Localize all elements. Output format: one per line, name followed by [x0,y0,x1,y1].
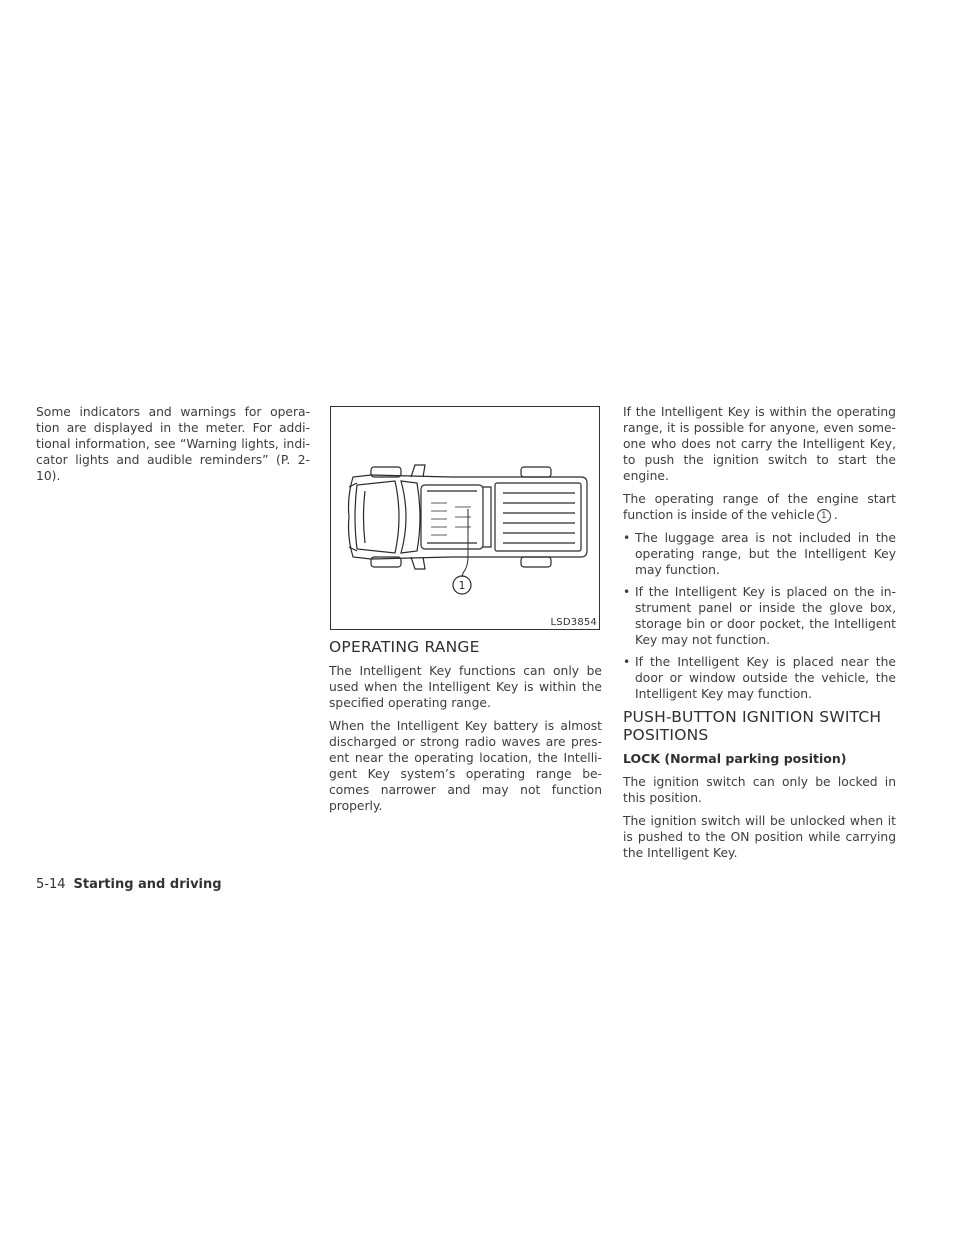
list-item-text: If the Intelligent Key is placed near the door or window outside the vehicle, the Intelligent Key may function. [635,655,896,701]
left-column [36,404,310,491]
list-item [623,530,896,578]
lock-subheading: LOCK (Normal parking position) [623,751,847,766]
figure-code: LSD3854 [550,617,597,628]
list-item [623,584,896,648]
middle-column [329,634,602,821]
ignition-positions-heading: PUSH-BUTTON IGNITION SWITCH POSITIONS [623,708,882,744]
operating-range-figure [330,406,600,630]
lock-paragraph-2: The ignition switch will be unlocked when it is pushed to the ON position while carrying the Intelligent Key. [623,814,896,860]
range-notes-list [623,530,896,702]
anyone-can-start-paragraph: If the Intelligent Key is within the operating range, it is possible for anyone, even some-one who does not carry the Intelligent Key, to push the ignition switch to start the engine. [623,405,896,483]
list-item-text: If the Intelligent Key is placed on the in-strument panel or inside the glove box, storage bin or door pocket, the Intelligent Key may not function. [635,585,896,647]
operating-range-paragraph-2: When the Intelligent Key battery is almost discharged or strong radio waves are pres-ent near the operating location, the Intelli-gent Key system’s operating range be-comes narrower and may not function properly. [329,719,602,813]
operating-range-heading: OPERATING RANGE [329,638,480,656]
bullet-mark: • [623,585,631,599]
list-item-text: The luggage area is not included in the operating range, but the Intelligent Key may function. [635,531,896,577]
bullet-mark: • [623,655,631,669]
figure-callout-1: 1 [458,579,466,592]
operating-range-paragraph-1: The Intelligent Key functions can only be used when the Intelligent Key is within the specified operating range. [329,664,602,710]
paragraph-text: The operating range of the engine start function is inside of the vehicle [623,492,896,522]
truck-top-view-illustration [331,407,599,629]
page-number: 5-14 [36,877,66,892]
lock-paragraph-1: The ignition switch can only be locked in this position. [623,775,896,805]
page-footer [36,877,222,892]
paragraph-end: . [833,508,838,522]
intro-paragraph: Some indicators and warnings for opera-tion are displayed in the meter. For addi-tional information, see “Warning lights, indi-cator lights and audible reminders” (P. 2-10). [36,405,310,483]
list-item [623,654,896,702]
operating-range-inside-paragraph [623,491,896,523]
bullet-mark: • [623,531,631,545]
callout-marker-1: 1 [817,509,831,523]
chapter-title: Starting and driving [73,877,222,892]
right-column [623,404,896,868]
